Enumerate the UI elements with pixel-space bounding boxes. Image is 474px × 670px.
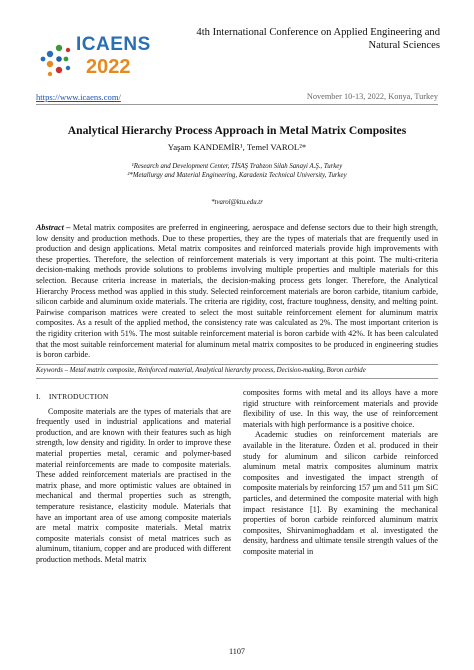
affiliation-2: ²*Metallurgy and Material Engineering, Karadeniz Technical University, Turkey — [127, 172, 347, 179]
right-column — [243, 388, 438, 558]
intro-paragraph-1: Composite materials are the types of materials that are frequently used in industrial applications and material production, and are known with their features such as high strength, low density and rigidity. In order to improve these material properties metal, ceramic and polymer-based material reinforcements are made to composite materials. These added reinforcement materials are practised in the matrix phase, and more optimistic values are obtained in mechanical and thermal properties such as strength, temperature resistance, elasticity module. Materials that have an important area of use among composite materials are metal matrix composite materials. Metal matrix composite materials consist of metal matrices such as aluminum, titanium, copper and are produced with different production methods. Metal matrix — [36, 406, 231, 564]
section-heading — [36, 392, 231, 403]
corresponding-email: *tvarol@ktu.edu.tr — [211, 199, 263, 206]
conference-logo — [38, 28, 158, 88]
intro-paragraph-continued: composites forms with metal and its alloys have a more rigid structure with reinforcement materials and provide flexibility of use. In this way, the use of reinforcement materials with high performance is a positive choice. — [243, 388, 438, 429]
affiliation-1: ¹Research and Development Center, TİSAŞ Trabzon Silah Sanayi A.Ş., Turkey — [131, 163, 343, 170]
conference-title-line2: Natural Sciences — [368, 40, 440, 51]
paper-title: Analytical Hierarchy Process Approach in Metal Matrix Composites — [67, 124, 407, 137]
keywords-bottom-divider — [36, 378, 438, 379]
keywords-top-divider — [36, 364, 438, 365]
abstract-text: Metal matrix composites are preferred in engineering, aerospace and defense sectors due to their high strength, low density and production methods. Due to these properties, they are the types of materials that are frequently used in production and design applications. Metal matrix composites and reinforced materials provide high improvements with these properties. Therefore, the selection of reinforcement materials is very important at this point. The multi-criteria decision-making methods provide solutions to problems involving multiple properties and multiple materials for this selection. Because criteria increase in materials, the decision-making process gets longer. Therefore, the Analytical Hierarchy Process method was applied in this study. Selected reinforcement materials are boron carbide, titanium carbide, silicon carbide and aluminum oxide materials. The criteria are rigidity, cost, fracture toughness, density, and melting point. Pairwise comparison matrices were created to select the most suitable reinforcement element for aluminum matrix composites. As a result of the applied method, the consistency rate was calculated as 2%. The most important criterion is the rigidity criterion with 51%. The most suitable reinforcement material is boron carbide with 42%. It has been calculated that the most suitable reinforcement material for aluminum metal matrix composites to be produced in engineering studies is boron carbide. — [36, 223, 439, 360]
affiliations — [20, 162, 454, 180]
keywords: Keywords – Metal matrix composite, Reinforced material, Analytical hierarchy process, Decision-making, Boron carbide — [36, 367, 366, 374]
paper-authors: Yaşam KANDEMİR¹, Temel VAROL²* — [167, 142, 307, 152]
intro-paragraph-2: Academic studies on reinforcement materials are available in the literature. Özden et al. produced in their study for aluminum and silicon carbide reinforced aluminum metal matrix composites aluminum matrix composites and investigated the impact strength of composite materials by reinforcing 157 µm and 511 µm SiC particles, and determined the composite material with high impact resistance [1]. By examining the mechanical properties of boron carbide reinforced aluminum matrix composites, Shirvanimoghaddam et al. investigated the density, hardness and ultimate tensile strength values of the composite material in — [243, 430, 438, 556]
page-number: 1107 — [228, 647, 246, 656]
abstract — [36, 223, 438, 361]
abstract-label: Abstract – — [36, 223, 71, 232]
section-title: INTRODUCTION — [48, 392, 109, 401]
header-divider — [36, 104, 438, 105]
logo-wordmark: ICAENS — [76, 34, 151, 55]
conference-url-link[interactable]: https://www.icaens.com/ — [36, 92, 121, 102]
conference-title — [168, 26, 440, 52]
section-number: I. — [36, 392, 41, 401]
conference-title-line1: 4th International Conference on Applied Engineering and — [196, 27, 440, 38]
left-column — [36, 392, 231, 566]
conference-date-location: November 10-13, 2022, Konya, Turkey — [306, 92, 438, 101]
logo-year: 2022 — [86, 56, 131, 78]
